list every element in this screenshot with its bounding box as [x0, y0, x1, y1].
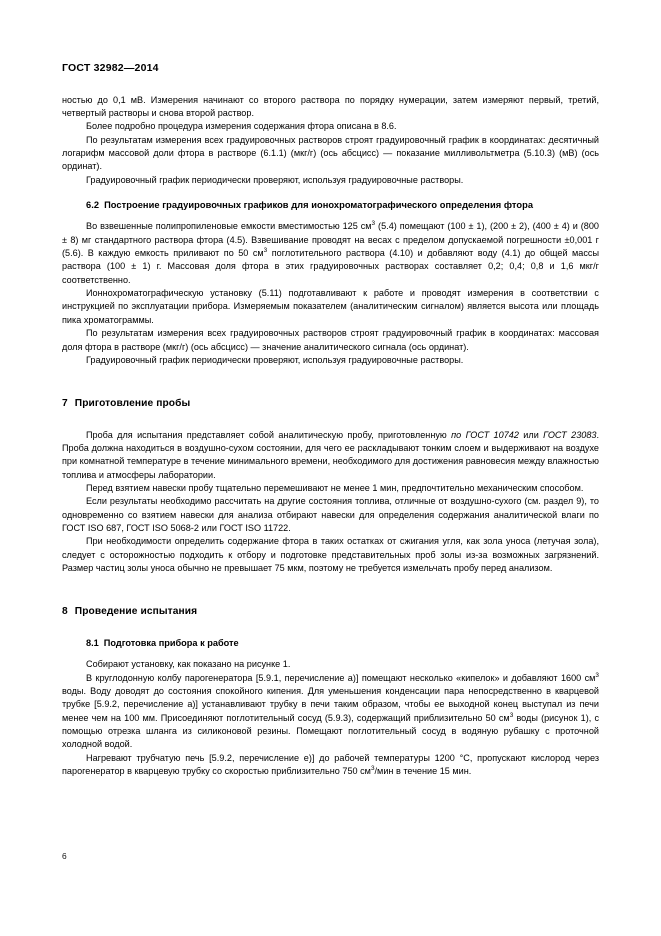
paragraph-6-2-chromatograph-setup: Ионнохроматографическую установку (5.11) подготавливают к работе и проводят измерения в соответствии с инструкцией по эксплуатации прибора. Измеряемым показателем (аналитическим сигналом) является высота или площадь пика хроматограммы. [62, 288, 599, 325]
heading-section-8-1 [62, 637, 599, 650]
text-part-b: воды. Воду доводят до состояния спокойного кипения. Для уменьшения конденсации пара непосредственно в кварцевой трубке [5.9.2, перечисление а)] устанавливают трубку в печи таким образом, чтобы ее выходной конец выступал из печи менее чем на 100 мм. Присоединяют поглотительный сосуд (5.9.3), содержащий приблизительно 50 см [62, 685, 599, 723]
spacer [62, 575, 599, 605]
paragraph-8-1-assembly: Собирают установку, как показано на рисунке 1. [86, 659, 291, 670]
heading-section-7 [62, 397, 599, 410]
paragraph-calibration-check: Градуировочный график периодически проверяют, используя градуировочные растворы. [86, 174, 464, 185]
spacer [62, 411, 599, 429]
text-part-a: В круглодонную колбу парогенератора [5.9.1, перечисление а)] помещают несколько «кипелок» и добавляют 1600 см [86, 672, 596, 683]
heading-section-8-1-title: Подготовка прибора к работе [103, 637, 239, 648]
heading-section-6-2-title: Построение градуировочных графиков для ионохроматографического определения фтора [104, 200, 534, 210]
spacer [62, 212, 599, 220]
heading-section-7-title: Приготовление пробы [74, 398, 191, 410]
superscript-cubic: 3 [595, 671, 599, 679]
spacer [62, 187, 599, 199]
heading-section-6-2-number: 6.2 [86, 200, 100, 210]
heading-section-8-number: 8 [62, 606, 68, 618]
paragraph-calibration-graph-coords: По результатам измерения всех градуировочных растворов строят градуировочный график в координатах: десятичный логарифм массовой доли фтора в растворе (6.1.1) (мкг/г) (ось абсцисс) — показание милливольтметра (5.10.3) (мВ) (ось ординат). [62, 134, 599, 172]
text-part-a: Нагревают трубчатую печь [5.9.2, перечисление е)] до рабочей температуры 1200 °С, пропускают кислород через парогенератор в кварцевую трубку со скоростью приблизительно 750 см [62, 752, 599, 776]
paragraph-7-moisture-standards: Если результаты необходимо рассчитать на другие состояния топлива, отличные от воздушно-сухого (см. раздел 9), то одновременно со взятием навески для анализа отбирают навески для определения содержания аналитической влаги по ГОСТ ISO 687, ГОСТ ISO 5068-2 или ГОСТ ISO 11722. [62, 496, 599, 533]
superscript-cubic: 3 [263, 247, 268, 255]
paragraph-7-sample-prep [62, 429, 599, 482]
paragraph-8-1-furnace-heating [62, 752, 599, 779]
paragraph-6-2-graph-coords: По результатам измерения всех градуировочных растворов строят градуировочный график в координатах: массовая доля фтора в растворе (мкг/г) (ось абсцисс) — значение аналитического сигнала (ось ординат). [62, 328, 599, 352]
text-part-a: Во взвешенные полипропиленовые емкости вместимостью 125 см [86, 221, 372, 232]
spacer [62, 650, 599, 658]
reference-gost-10742: по ГОСТ 10742 [451, 429, 519, 440]
text-part-c: . Проба должна находиться в воздушно-сухом состоянии, для чего ее раскладывают тонким слоем и выдерживают на воздухе при комнатной температуре в течение минимального времени, необходимого для достижения равновесия между влажностью топлива и атмосферы лаборатории. [62, 429, 600, 480]
text-part-b: (5.4) помещают (100 ± 1), (200 ± 2), (400 ± 4) и (800 ± 8) мг стандартного раствора фтора (4.5). Взвешивание проводят на весах с пределом допускаемой погрешности ±0,001 г (5.6). В каждую емкость приливают по 50 см [62, 221, 599, 259]
heading-section-8 [62, 605, 599, 618]
superscript-cubic: 3 [509, 711, 514, 719]
paragraph-7-mixing: Перед взятием навески пробу тщательно перемешивают не менее 1 мин, предпочтительно механическим способом. [86, 482, 584, 493]
spacer [62, 619, 599, 637]
document-standard-header: ГОСТ 32982—2014 [62, 62, 159, 74]
spacer [62, 367, 599, 397]
heading-section-8-title: Проведение испытания [74, 606, 198, 618]
paragraph-8-1-steam-generator [62, 672, 599, 752]
text-part-a: Проба для испытания представляет собой аналитическую пробу, приготовленную [86, 429, 452, 440]
superscript-cubic: 3 [371, 220, 376, 228]
paragraph-6-2-graph-check: Градуировочный график периодически проверяют, используя градуировочные растворы. [86, 354, 464, 365]
page-content [62, 62, 599, 778]
text-part-c: поглотительного раствора (4.10) и добавляют воду (4.1) до общей массы раствора (100 ± 1) г. Массовая доля фтора в этих градуировочных растворах составляет 0,2; 0,4; 0,8 и 1,6 мкг/г соответственно. [62, 248, 599, 285]
reference-gost-23083: ГОСТ 23083 [543, 429, 597, 440]
text-part-b: /мин в течение 15 мин. [374, 765, 472, 776]
superscript-cubic: 3 [370, 764, 375, 772]
page-number: 6 [62, 851, 67, 861]
text-part-b: или [518, 429, 544, 440]
paragraph-procedure-reference: Более подробно процедура измерения содержания фтора описана в 8.6. [86, 121, 397, 132]
paragraph-measurement-continuation: ностью до 0,1 мВ. Измерения начинают со второго раствора по порядку нумерации, затем измеряют первый, третий, четвертый растворы и снова второй раствор. [62, 94, 599, 118]
paragraph-7-fly-ash: При необходимости определить содержание фтора в таких остатках от сжигания угля, как зола уноса (летучая зола), следует с осторожностью подходить к отбору и подготовке представительных проб золы из-за возможных загрязнений. Размер частиц золы уноса обычно не превышает 75 мкм, поэтому не требуется измельчать пробу перед анализом. [62, 536, 599, 574]
heading-section-8-1-number: 8.1 [86, 637, 99, 648]
text-part-c: воды (рисунок 1), с помощью отрезка шланга из силиконовой резины. Помещают поглотительный сосуд в водяную рубашку с проточной холодной водой. [62, 712, 599, 750]
heading-section-6-2 [62, 199, 599, 212]
paragraph-6-2-containers [62, 220, 599, 287]
heading-section-7-number: 7 [62, 398, 68, 410]
